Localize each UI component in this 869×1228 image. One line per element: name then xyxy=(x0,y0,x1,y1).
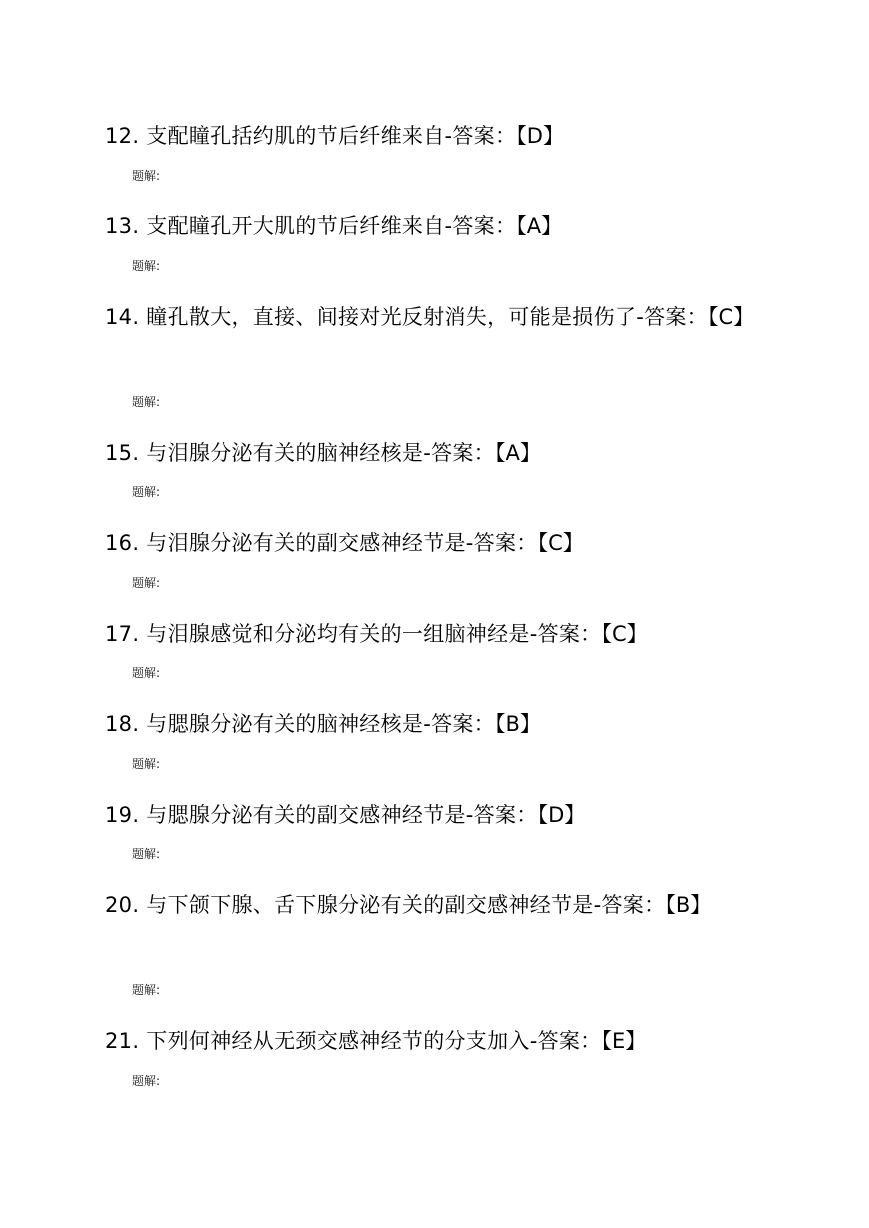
question-answer: 【D】 xyxy=(537,803,586,827)
question-number: 12. xyxy=(105,124,140,148)
question-answer: 【C】 xyxy=(537,531,584,555)
explanation-label: 题解: xyxy=(132,395,161,409)
question-16 xyxy=(105,521,785,566)
question-20 xyxy=(105,883,785,928)
question-answer: 【E】 xyxy=(601,1029,647,1053)
question-text: 支配瞳孔开大肌的节后纤维来自-答案： xyxy=(146,214,517,238)
question-13 xyxy=(105,204,785,249)
question-14 xyxy=(105,295,785,340)
explanation-label: 题解: xyxy=(132,666,161,680)
question-text: 与泪腺感觉和分泌均有关的一组脑神经是-答案： xyxy=(146,622,602,646)
question-text: 与泪腺分泌有关的脑神经核是-答案： xyxy=(146,441,495,465)
question-number: 16. xyxy=(105,531,140,555)
question-number: 15. xyxy=(105,441,140,465)
question-number: 21. xyxy=(105,1029,140,1053)
question-19 xyxy=(105,793,785,838)
question-text: 与泪腺分泌有关的副交感神经节是-答案： xyxy=(146,531,538,555)
question-answer: 【C】 xyxy=(707,305,755,329)
explanation-label: 题解: xyxy=(132,169,161,183)
question-text: 与下颌下腺、舌下腺分泌有关的副交感神经节是-答案： xyxy=(146,893,666,917)
explanation-label: 题解: xyxy=(132,576,161,590)
explanation-label: 题解: xyxy=(132,259,161,273)
question-21 xyxy=(105,1019,785,1064)
question-text: 下列何神经从无颈交感神经节的分支加入-答案： xyxy=(146,1029,602,1053)
question-text: 与腮腺分泌有关的副交感神经节是-答案： xyxy=(146,803,538,827)
question-number: 14. xyxy=(105,305,140,329)
question-answer: 【C】 xyxy=(601,622,648,646)
question-answer: 【B】 xyxy=(665,893,712,917)
question-12 xyxy=(105,114,785,159)
question-answer: 【A】 xyxy=(494,441,541,465)
explanation-label: 题解: xyxy=(132,983,161,997)
question-number: 17. xyxy=(105,622,140,646)
question-text: 支配瞳孔括约肌的节后纤维来自-答案： xyxy=(146,124,517,148)
question-18 xyxy=(105,702,785,747)
question-text: 与腮腺分泌有关的脑神经核是-答案： xyxy=(146,712,495,736)
question-number: 13. xyxy=(105,214,140,238)
question-15 xyxy=(105,431,785,476)
question-17 xyxy=(105,612,785,657)
question-answer: 【B】 xyxy=(494,712,541,736)
question-answer: 【A】 xyxy=(516,214,563,238)
question-text: 瞳孔散大，直接、间接对光反射消失，可能是损伤了-答案： xyxy=(146,305,708,329)
explanation-label: 题解: xyxy=(132,847,161,861)
explanation-label: 题解: xyxy=(132,485,161,499)
question-number: 20. xyxy=(105,893,140,917)
question-answer: 【D】 xyxy=(516,124,564,148)
question-number: 18. xyxy=(105,712,140,736)
explanation-label: 题解: xyxy=(132,1074,161,1088)
explanation-label: 题解: xyxy=(132,757,161,771)
question-number: 19. xyxy=(105,803,140,827)
